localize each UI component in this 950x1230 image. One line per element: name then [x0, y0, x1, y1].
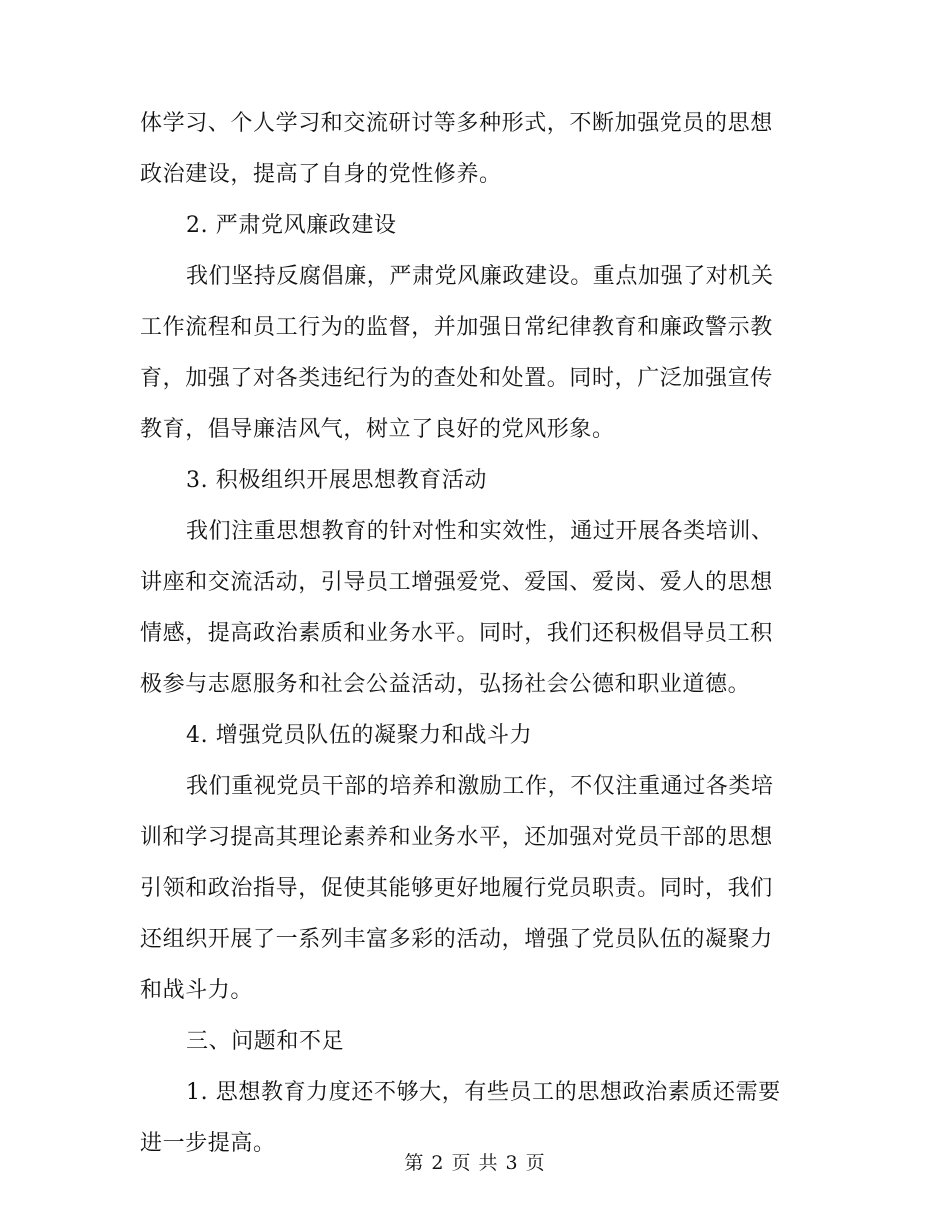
body-line: 育，加强了对各类违纪行为的查处和处置。同时，广泛加强宣传 [140, 366, 773, 391]
body-line: 政治建设，提高了自身的党性修养。 [140, 162, 502, 187]
body-line: 情感，提高政治素质和业务水平。同时，我们还积极倡导员工积 [140, 621, 773, 646]
body-line: 还组织开展了一系列丰富多彩的活动，增强了党员队伍的凝聚力 [140, 927, 773, 952]
body-line: 教育，倡导廉洁风气，树立了良好的党风形象。 [140, 417, 615, 442]
body-line: 极参与志愿服务和社会公益活动，弘扬社会公德和职业道德。 [140, 672, 751, 697]
page-number-footer: 第 2 页 共 3 页 [404, 1152, 546, 1174]
body-line: 我们重视党员干部的培养和激励工作，不仅注重通过各类培 [186, 774, 774, 799]
body-line: 我们坚持反腐倡廉，严肃党风廉政建设。重点加强了对机关 [186, 264, 774, 289]
body-line: 1. 思想教育力度还不够大，有些员工的思想政治素质还需要 [186, 1080, 781, 1105]
section-heading-4: 4. 增强党员队伍的凝聚力和战斗力 [186, 723, 533, 748]
body-line: 和战斗力。 [140, 978, 254, 1003]
body-line: 训和学习提高其理论素养和业务水平，还加强对党员干部的思想 [140, 825, 773, 850]
body-line: 进一步提高。 [140, 1131, 276, 1156]
body-line: 工作流程和员工行为的监督，并加强日常纪律教育和廉政警示教 [140, 315, 773, 340]
body-line: 讲座和交流活动，引导员工增强爱党、爱国、爱岗、爱人的思想 [140, 570, 773, 595]
body-line: 引领和政治指导，促使其能够更好地履行党员职责。同时，我们 [140, 876, 773, 901]
document-body [140, 98, 812, 1169]
chapter-heading-problems: 三、问题和不足 [186, 1029, 345, 1054]
body-line: 体学习、个人学习和交流研讨等多种形式，不断加强党员的思想 [140, 111, 773, 136]
section-heading-2: 2. 严肃党风廉政建设 [186, 213, 397, 238]
section-heading-3: 3. 积极组织开展思想教育活动 [186, 468, 487, 493]
body-line: 我们注重思想教育的针对性和实效性，通过开展各类培训、 [186, 519, 774, 544]
